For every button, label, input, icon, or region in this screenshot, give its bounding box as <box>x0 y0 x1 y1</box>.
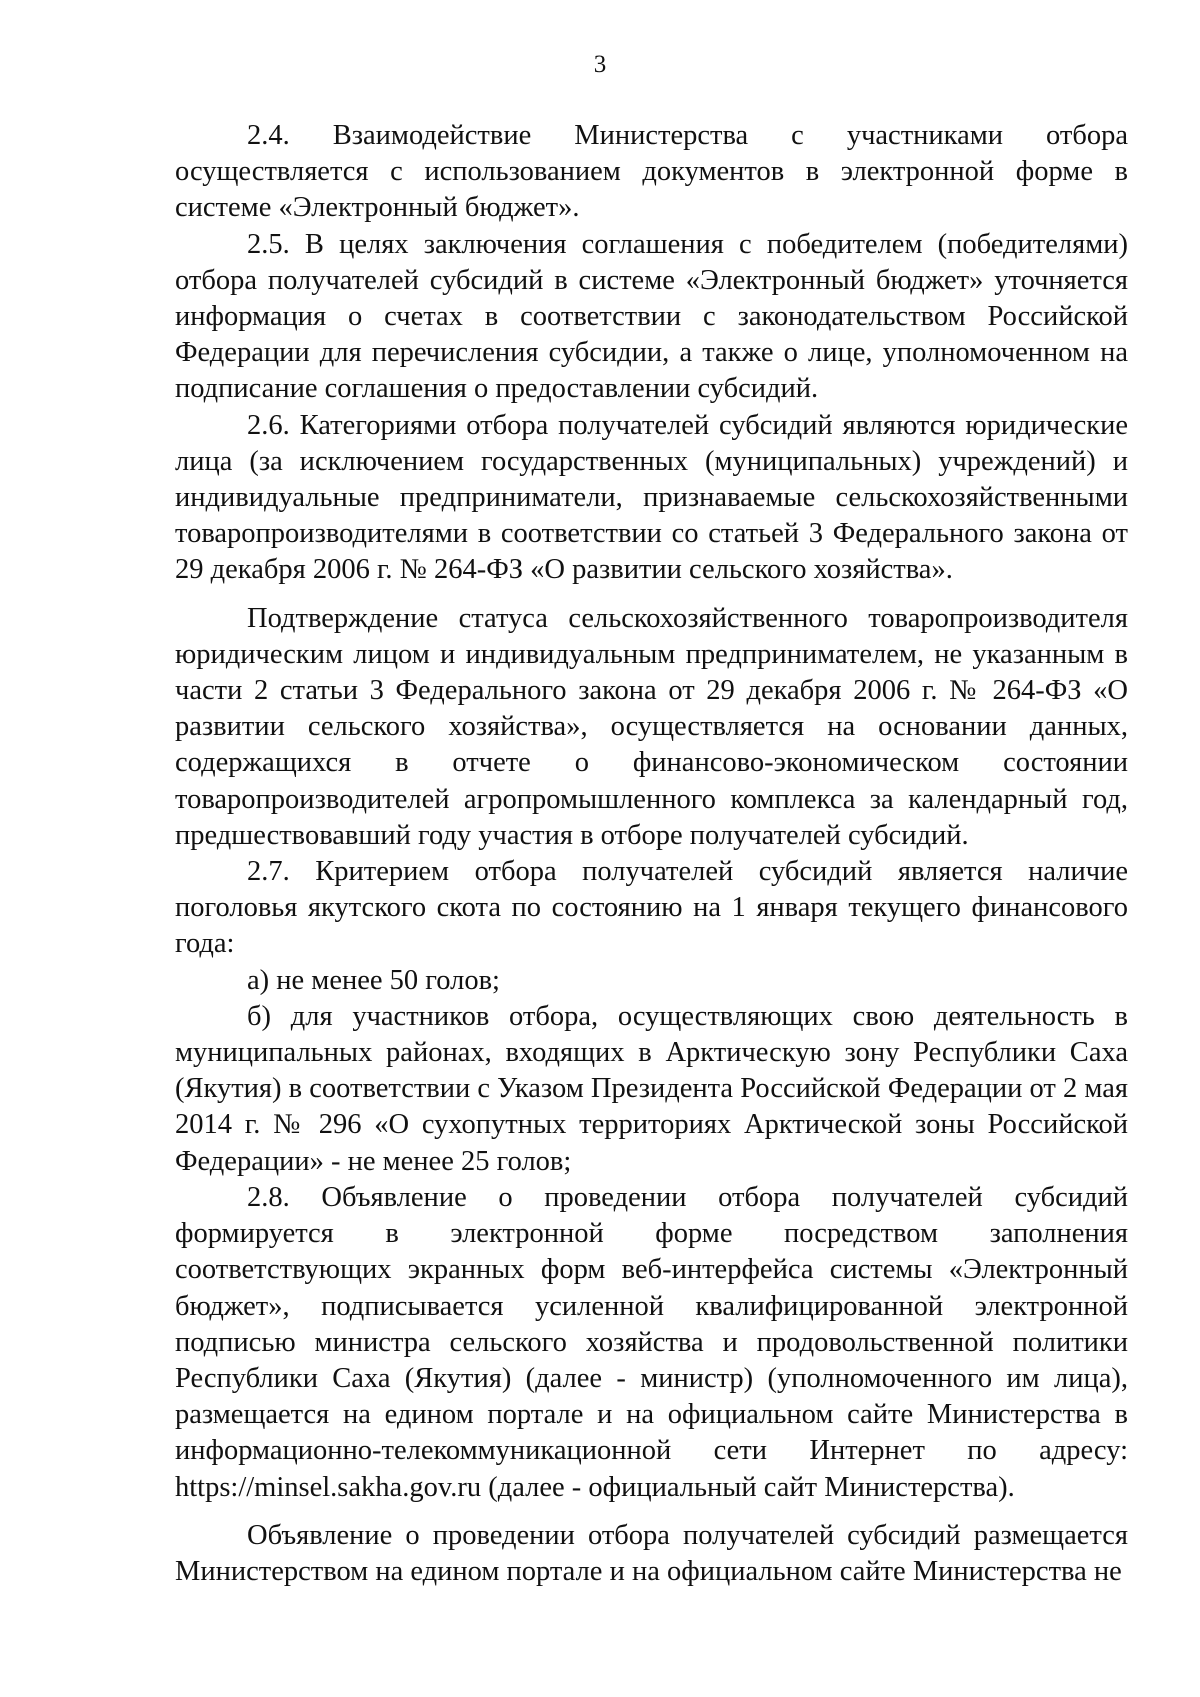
paragraph-status-confirmation: Подтверждение статуса сельскохозяйственного товаропроизводителя юридическим лицом и индивидуальным предпринимателем, не указанным в части 2 статьи 3 Федерального закона от 29 декабря 2006 г. № 264-ФЗ «О развитии сельского хозяйства», осуществляется на основании данных, содержащихся в отчете о финансово-экономическом состоянии товаропроизводителей агропромышленного комплекса за календарный год, предшествовавший году участия в отборе получателей субсидий. <box>175 602 1128 851</box>
paragraph-2-6: 2.6. Категориями отбора получателей субсидий являются юридические лица (за исключением государственных (муниципальных) учреждений) и индивидуальные предприниматели, признаваемые сельскохозяйственными товаропроизводителями в соответствии со статьей 3 Федерального закона от 29 декабря 2006 г. № 264-ФЗ «О развитии сельского хозяйства». <box>175 409 1128 586</box>
page-number: 3 <box>593 51 607 78</box>
document-body <box>175 118 1128 1590</box>
paragraph-item-b: б) для участников отбора, осуществляющих свою деятельность в муниципальных районах, входящих в Арктическую зону Республики Саха (Якутия) в соответствии с Указом Президента Российской Федерации от 2 мая 2014 г. № 296 «О сухопутных территориях Арктической зоны Российской Федерации» - не менее 25 голов; <box>175 1000 1128 1177</box>
paragraph-2-4: 2.4. Взаимодействие Министерства с участниками отбора осуществляется с использованием документов в электронной форме в системе «Электронный бюджет». <box>175 120 1128 224</box>
paragraph-2-8: 2.8. Объявление о проведении отбора получателей субсидий формируется в электронной форме посредством заполнения соответствующих экранных форм веб-интерфейса системы «Электронный бюджет», подписывается усиленной квалифицированной электронной подписью министра сельского хозяйства и продовольственной политики Республики Саха (Якутия) (далее - министр) (уполномоченного им лица), размещается на едином портале и на официальном сайте Министерства в информационно-телекоммуникационной сети Интернет по адресу: https://minsel.sakha.gov.ru (далее - официальный сайт Министерства). <box>175 1181 1128 1503</box>
paragraph-announcement: Объявление о проведении отбора получателей субсидий размещается Министерством на едином портале и на официальном сайте Министерства не <box>175 1519 1128 1587</box>
paragraph-item-a: а) не менее 50 голов; <box>247 964 500 996</box>
paragraph-2-5: 2.5. В целях заключения соглашения с победителем (победителями) отбора получателей субсидий в системе «Электронный бюджет» уточняется информация о счетах в соответствии с законодательством Российской Федерации для перечисления субсидии, а также о лице, уполномоченном на подписание соглашения о предоставлении субсидий. <box>175 228 1128 405</box>
paragraph-2-7: 2.7. Критерием отбора получателей субсидий является наличие поголовья якутского скота по состоянию на 1 января текущего финансового года: <box>175 856 1128 960</box>
